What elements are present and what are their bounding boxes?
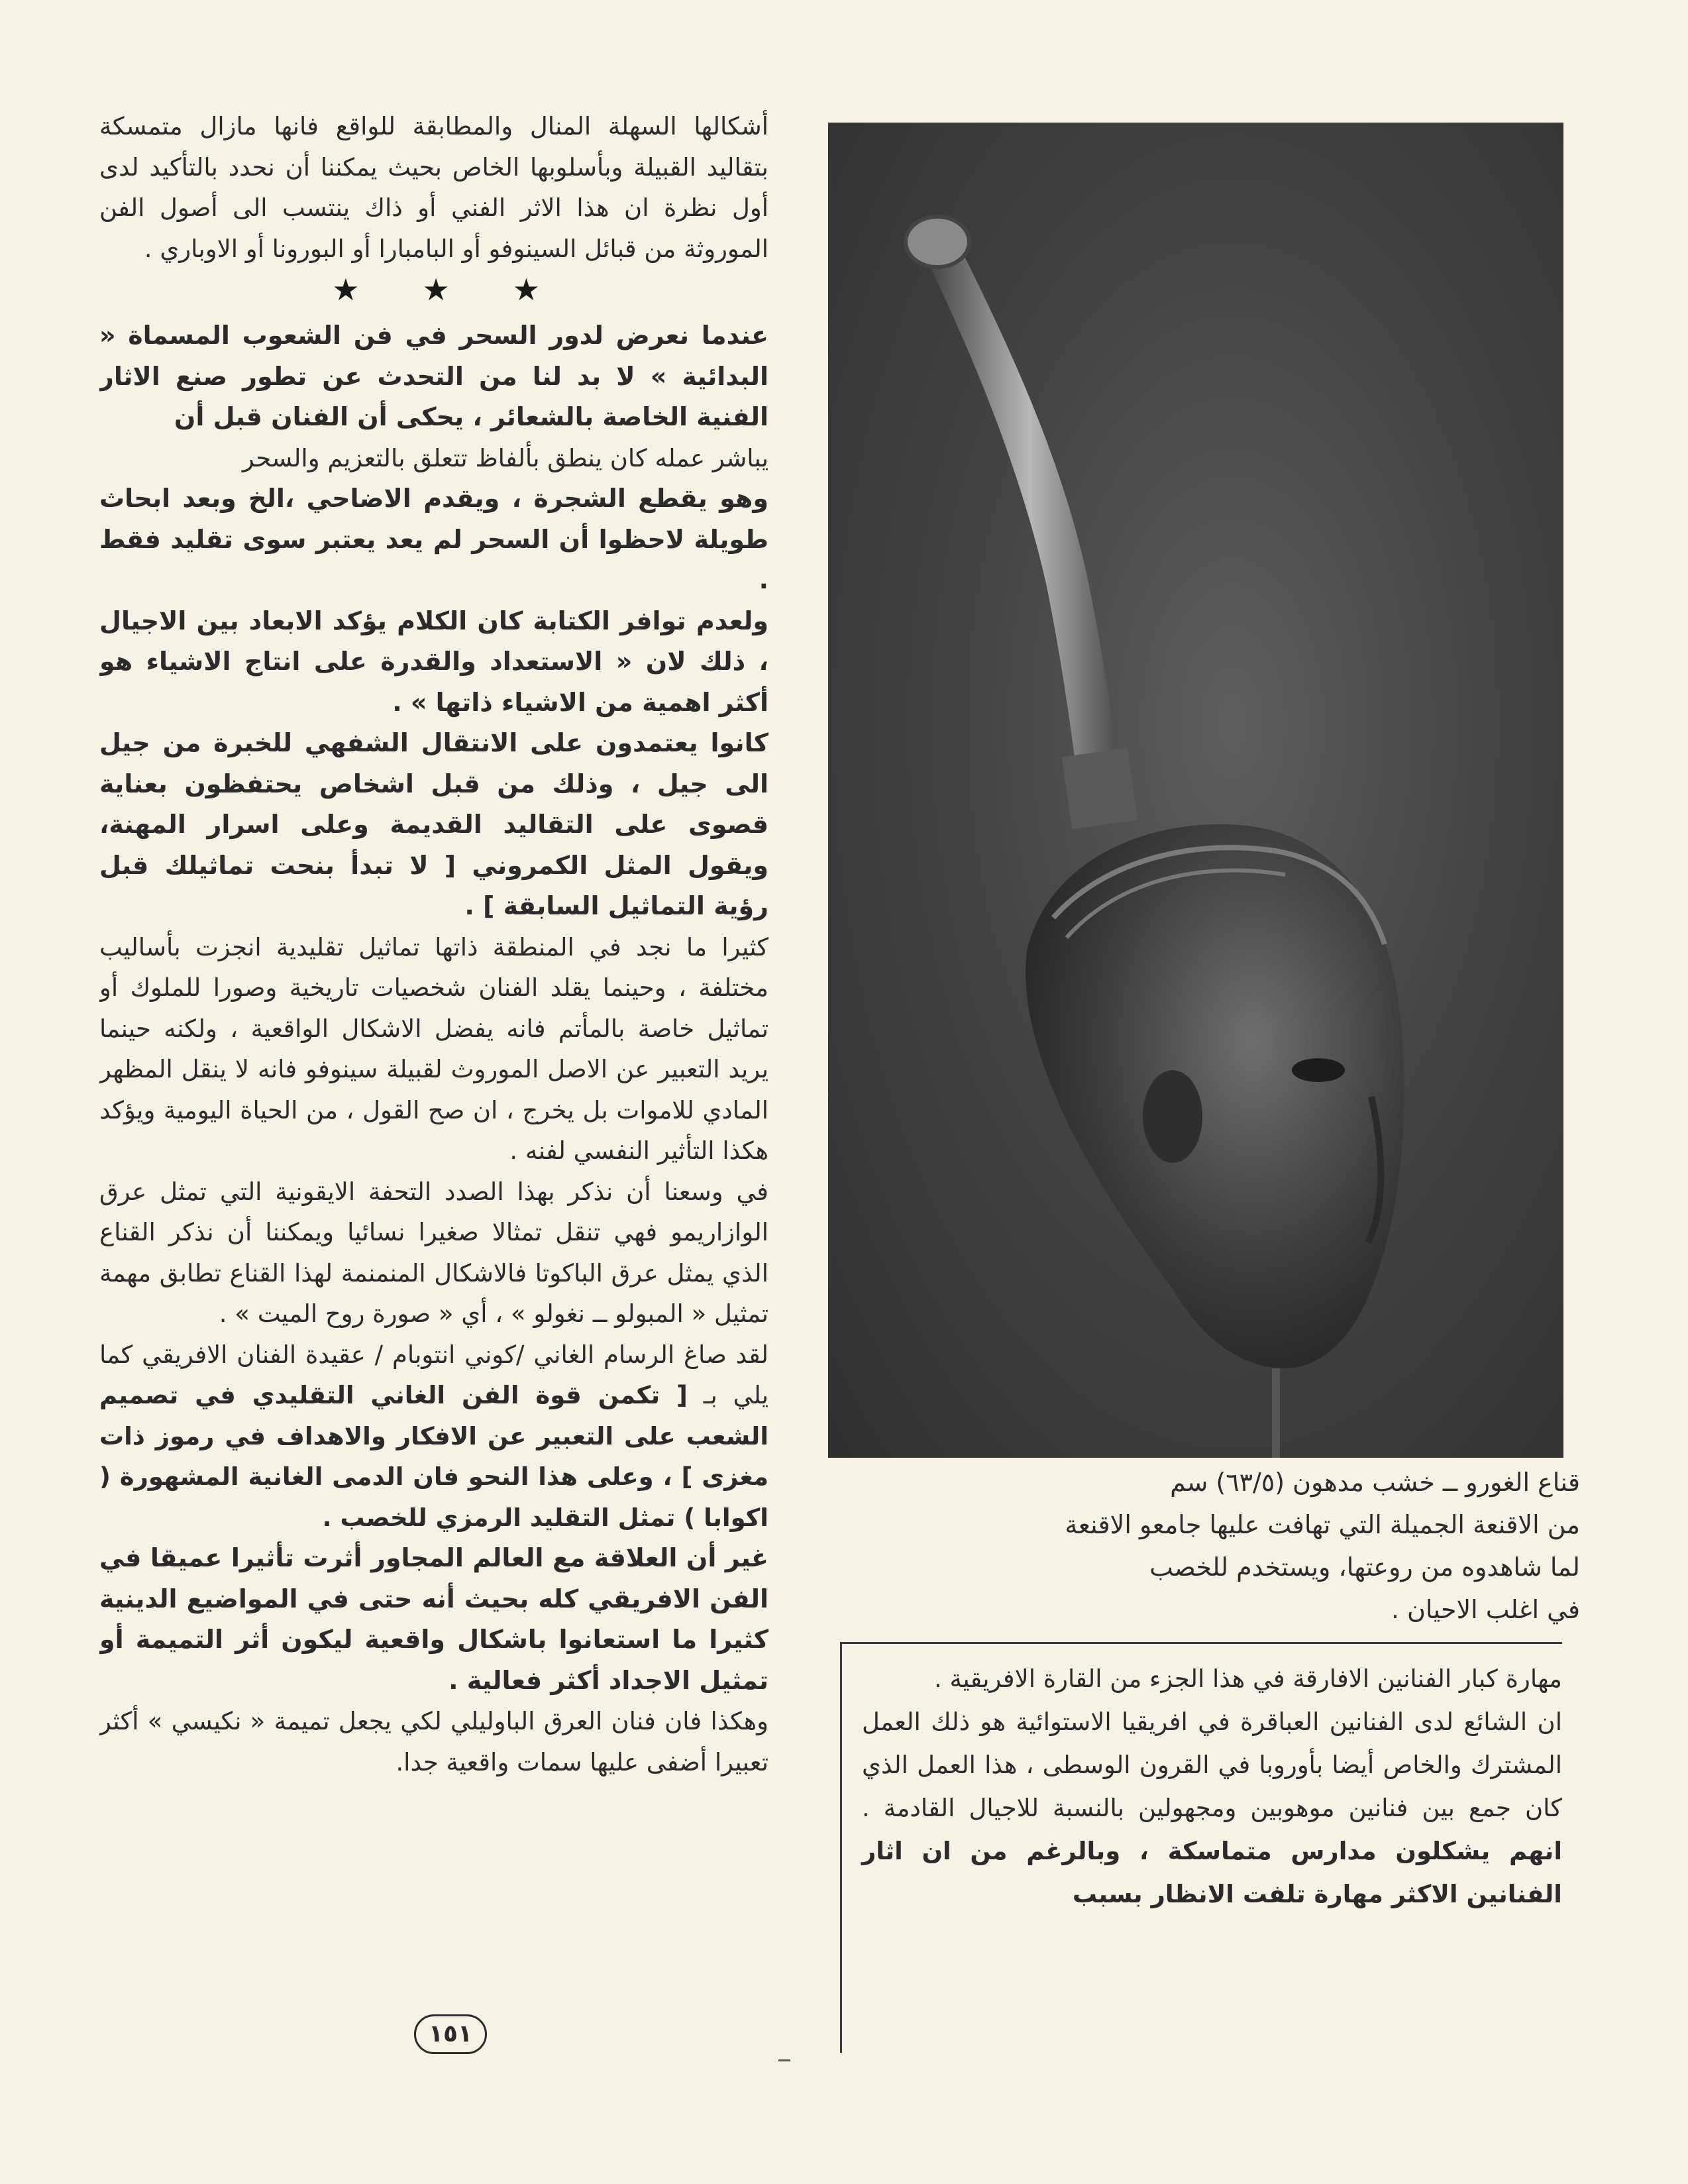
boxed-text — [840, 1642, 1562, 2053]
paragraph-9 — [99, 1335, 768, 1539]
article-column — [99, 106, 768, 2014]
paragraph-9-quote: [ تكمن قوة الفن الغاني التقليدي في تصميم الشعب على التعبير عن الافكار والاهداف في رموز ذات مغزى ] ، وعلى هذا النحو فان الدمى الغانية المشهورة ( اكوابا ) تمثل التقليد الرمزي للخصب . — [99, 1381, 768, 1532]
paragraph-8: في وسعنا أن نذكر بهذا الصدد التحفة الايقونية التي تمثل عرق الوازاريمو فهي تنقل تمثالا صغيرا نسائيا ويمكننا أن نذكر القناع الذي يمثل عرق الباكوتا فالاشكال المنمنمة لهذا القناع تطابق مهمة تمثيل « المبولو ــ نغولو » ، أي « صورة روح الميت » . — [99, 1177, 768, 1328]
caption-line-2: من الاقنعة الجميلة التي تهافت عليها جامعو الاقنعة — [1065, 1510, 1580, 1539]
paragraph-9-intro: لقد صاغ الرسام الغاني /كوني انتوبام / عقيدة الفنان الافريقي كما يلي بـ — [99, 1340, 768, 1409]
paragraph-5: ولعدم توافر الكتابة كان الكلام يؤكد الابعاد بين الاجيال ، ذلك لان « الاستعداد والقدرة على انتاج الاشياء هو أكثر اهمية من الاشياء ذاتها » . — [99, 606, 768, 717]
paragraph-4: وهو يقطع الشجرة ، ويقدم الاضاحي ،الخ وبعد ابحاث طويلة لاحظوا أن السحر لم يعد يعتبر سوى تقليد فقط . — [99, 484, 768, 594]
caption-line-4: في اغلب الاحيان . — [1391, 1595, 1580, 1624]
photo-caption — [825, 1461, 1580, 1631]
mask-illustration — [828, 123, 1563, 1458]
paragraph-6: كانوا يعتمدون على الانتقال الشفهي للخبرة من جيل الى جيل ، وذلك من قبل اشخاص يحتفظون بعناية قصوى على التقاليد القديمة وعلى اسرار المهنة، ويقول المثل الكمروني [ لا تبدأ بنحت تماثيلك قبل رؤية التماثيل السابقة ] . — [99, 728, 768, 920]
paragraph-10: غير أن العلاقة مع العالم المجاور أثرت تأثيرا عميقا في الفن الافريقي كله بحيث أنه حتى في المواضيع الدينية كثيرا ما استعانوا باشكال واقعية ليكون أثر التميمة أو تمثيل الاجداد أكثر فعالية . — [99, 1543, 768, 1695]
box-paragraph-1: مهارة كبار الفنانين الافارقة في هذا الجزء من القارة الافريقية . — [933, 1665, 1562, 1693]
box-paragraph-2 — [862, 1700, 1562, 1916]
page-number: ١٥١ — [414, 2014, 487, 2054]
caption-line-1: قناع الغورو ــ خشب مدهون (٦٣/٥) سم — [1170, 1468, 1580, 1497]
paragraph-1: أشكالها السهلة المنال والمطابقة للواقع فانها مازال متمسكة بتقاليد القبيلة وبأسلوبها الخاص بحيث يمكننا أن نحدد بالتأكيد لدى أول نظرة ان هذا الاثر الفني أو ذاك ينتسب الى أصول الفن الموروثة من قبائل السينوفو أو البامبارا أو البورونا أو الاوباري . — [99, 112, 768, 263]
caption-line-3: لما شاهدوه من روعتها، ويستخدم للخصب — [1149, 1553, 1580, 1582]
box-paragraph-2-text: ان الشائع لدى الفنانين العباقرة في افريقيا الاستوائية هو ذلك العمل المشترك والخاص أيضا بأوروبا في القرون الوسطى ، هذا العمل الذي كان جمع بين فنانين موهوبين ومجهولين بالنسبة للاجيال القادمة . — [862, 1708, 1562, 1822]
paragraph-11: وهكذا فان فنان العرق الباوليلي لكي يجعل تميمة « نكيسي » أكثر تعبيرا أضفى عليها سمات واقعية جدا. — [99, 1707, 768, 1776]
section-divider-stars: ★★★ — [332, 272, 603, 307]
paragraph-7: كثيرا ما نجد في المنطقة ذاتها تماثيل تقليدية انجزت بأساليب مختلفة ، وحينما يقلد الفنان شخصيات تاريخية وصورا للملوك أو تماثيل خاصة بالمأتم فانه يفضل الاشكال الواقعية ، ولكنه حينما يريد التعبير عن الاصل الموروث لقبيلة سينوفو فانه لا ينقل المظهر المادي للاموات بل يخرج ، ان صح القول ، من الحياة اليومية ويؤكد هكذا التأثير النفسي لفنه . — [99, 932, 768, 1165]
paragraph-2: عندما نعرض لدور السحر في فن الشعوب المسماة « البدائية » لا بد لنا من التحدث عن تطور صنع الاثار الفنية الخاصة بالشعائر ، يحكى أن الفنان قبل أن — [99, 321, 768, 431]
paragraph-3: يباشر عمله كان ينطق بألفاظ تتعلق بالتعزيم والسحر — [242, 443, 768, 472]
guro-mask-photo — [828, 123, 1563, 1458]
box-paragraph-2-bold: انهم يشكلون مدارس متماسكة ، وبالرغم من ان اثار الفنانين الاكثر مهارة تلفت الانظار بسبب — [862, 1837, 1562, 1908]
footer-mark — [778, 2059, 790, 2061]
